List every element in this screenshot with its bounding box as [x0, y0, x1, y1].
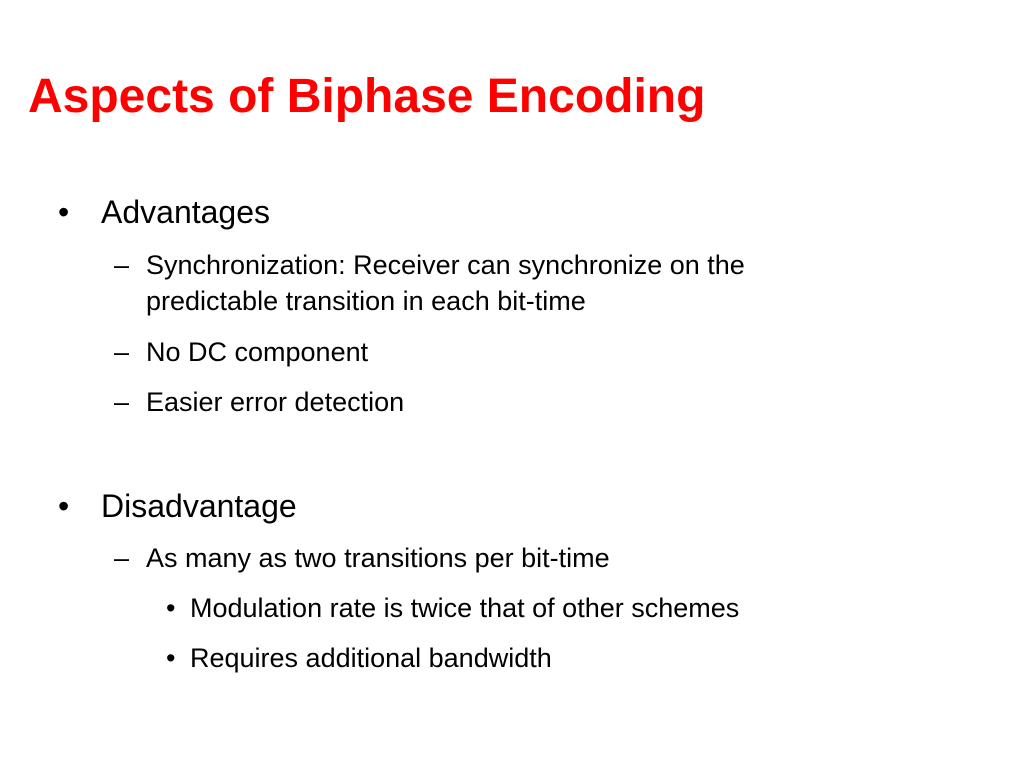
- bullet-disadvantage: [58, 487, 458, 525]
- slide-title: Aspects of Biphase Encoding: [28, 70, 706, 123]
- bullet-marker: •: [58, 194, 70, 230]
- dash-marker: –: [114, 543, 130, 573]
- synchronization-line-2: predictable transition in each bit-time: [146, 286, 586, 316]
- synchronization-line-1: Synchronization: Receiver can synchronize on the: [146, 250, 745, 280]
- heading-disadvantage: Disadvantage: [101, 488, 297, 524]
- sub-sub-item-modulation-rate: [166, 590, 926, 626]
- bullet-marker: •: [58, 488, 70, 524]
- sub-sub-item-bandwidth: [166, 640, 926, 676]
- dash-marker: –: [114, 250, 130, 280]
- sub-item-error-detection: [114, 384, 614, 420]
- sub-item-two-transitions: [114, 540, 814, 576]
- two-transitions-text: As many as two transitions per bit-time: [146, 543, 610, 573]
- bullet-marker: •: [166, 643, 176, 673]
- bullet-marker: •: [166, 593, 176, 623]
- sub-item-no-dc: [114, 334, 614, 370]
- bullet-advantages: [58, 193, 458, 231]
- bandwidth-text: Requires additional bandwidth: [190, 643, 552, 673]
- dash-marker: –: [114, 387, 130, 417]
- no-dc-text: No DC component: [146, 337, 369, 367]
- modulation-rate-text: Modulation rate is twice that of other schemes: [190, 593, 740, 623]
- error-detection-text: Easier error detection: [146, 387, 405, 417]
- heading-advantages: Advantages: [101, 194, 271, 230]
- sub-item-synchronization: [114, 247, 934, 319]
- dash-marker: –: [114, 337, 130, 367]
